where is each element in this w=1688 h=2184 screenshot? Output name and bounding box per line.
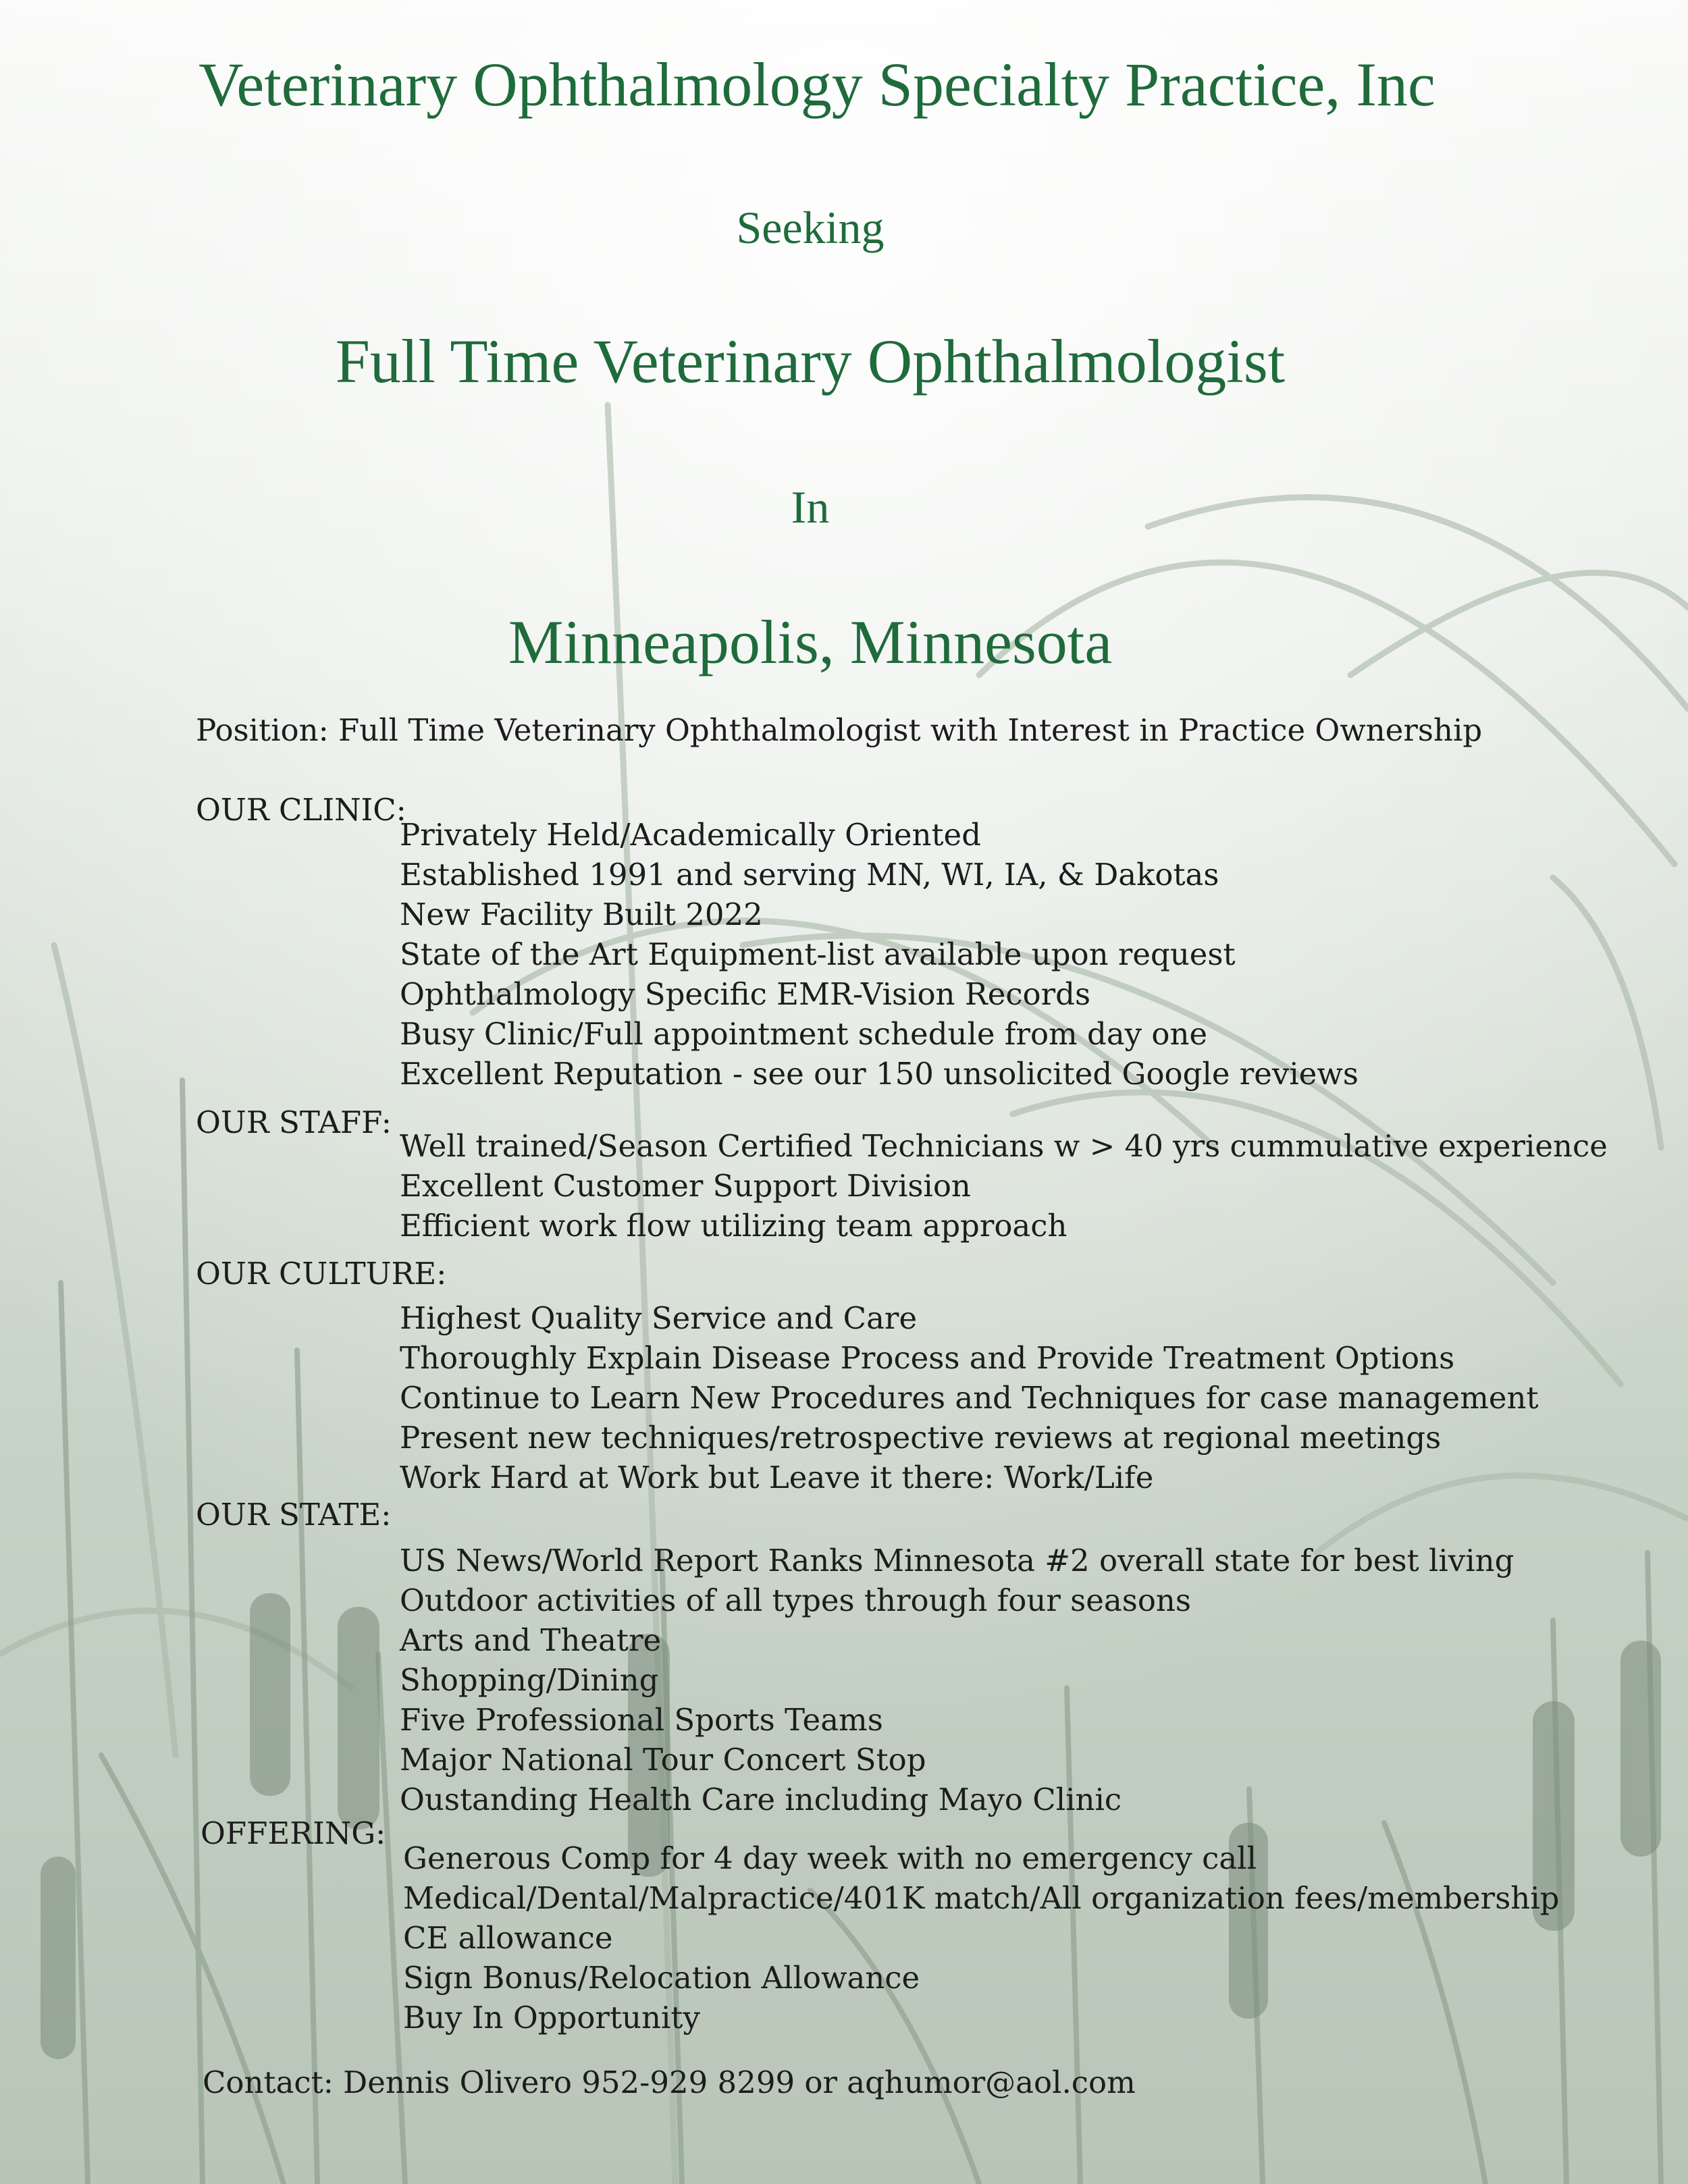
clinic-list	[400, 815, 1359, 1094]
list-item: Privately Held/Academically Oriented	[400, 817, 981, 853]
seeking-text: Seeking	[736, 202, 885, 253]
contact-line: Contact: Dennis Olivero 952-929 8299 or aqhumor@aol.com	[203, 2065, 1136, 2100]
culture-list	[400, 1298, 1539, 1497]
list-item: New Facility Built 2022	[400, 897, 763, 932]
in-text: In	[791, 481, 830, 533]
list-item: Ophthalmology Specific EMR-Vision Records	[400, 976, 1091, 1012]
location-title: Minneapolis, Minnesota	[508, 608, 1113, 676]
list-item: Busy Clinic/Full appointment schedule from day one	[400, 1016, 1208, 1052]
list-item: Outdoor activities of all types through four seasons	[400, 1582, 1191, 1618]
section-label-staff: OUR STAFF:	[196, 1104, 392, 1140]
list-item: Sign Bonus/Relocation Allowance	[403, 1960, 920, 1996]
list-item: Medical/Dental/Malpractice/401K match/All organization fees/membership	[403, 1880, 1560, 1916]
section-label-state: OUR STATE:	[196, 1497, 392, 1533]
list-item: Highest Quality Service and Care	[400, 1300, 918, 1336]
list-item: Oustanding Health Care including Mayo Clinic	[400, 1782, 1122, 1817]
list-item: Major National Tour Concert Stop	[400, 1742, 926, 1778]
offering-list	[403, 1838, 1559, 2037]
list-item: Buy In Opportunity	[403, 2000, 700, 2035]
list-item: Shopping/Dining	[400, 1662, 659, 1698]
list-item: Thoroughly Explain Disease Process and Provide Treatment Options	[400, 1340, 1455, 1376]
state-list	[400, 1541, 1514, 1819]
list-item: Established 1991 and serving MN, WI, IA, & Dakotas	[400, 857, 1219, 893]
section-label-culture: OUR CULTURE:	[196, 1256, 447, 1291]
list-item: US News/World Report Ranks Minnesota #2 overall state for best living	[400, 1543, 1514, 1578]
list-item: CE allowance	[403, 1920, 613, 1956]
list-item: Five Professional Sports Teams	[400, 1702, 883, 1738]
list-item: Well trained/Season Certified Technicians w > 40 yrs cummulative experience	[400, 1128, 1608, 1164]
list-item: Continue to Learn New Procedures and Techniques for case management	[400, 1380, 1539, 1416]
list-item: Excellent Reputation - see our 150 unsolicited Google reviews	[400, 1056, 1359, 1092]
position-line: Position: Full Time Veterinary Ophthalmologist with Interest in Practice Ownership	[196, 712, 1483, 748]
section-label-clinic: OUR CLINIC:	[196, 792, 406, 828]
list-item: State of the Art Equipment-list available upon request	[400, 936, 1236, 972]
list-item: Present new techniques/retrospective reviews at regional meetings	[400, 1420, 1442, 1456]
role-title: Full Time Veterinary Ophthalmologist	[335, 327, 1286, 396]
staff-list	[400, 1126, 1608, 1246]
list-item: Arts and Theatre	[400, 1622, 662, 1658]
list-item: Excellent Customer Support Division	[400, 1168, 971, 1204]
section-label-offering: OFFERING:	[201, 1815, 386, 1851]
list-item: Work Hard at Work but Leave it there: Work/Life	[400, 1460, 1154, 1495]
list-item: Generous Comp for 4 day week with no emergency call	[403, 1840, 1257, 1876]
practice-name-heading: Veterinary Ophthalmology Specialty Practice, Inc	[199, 50, 1435, 119]
list-item: Efficient work flow utilizing team approach	[400, 1208, 1067, 1244]
